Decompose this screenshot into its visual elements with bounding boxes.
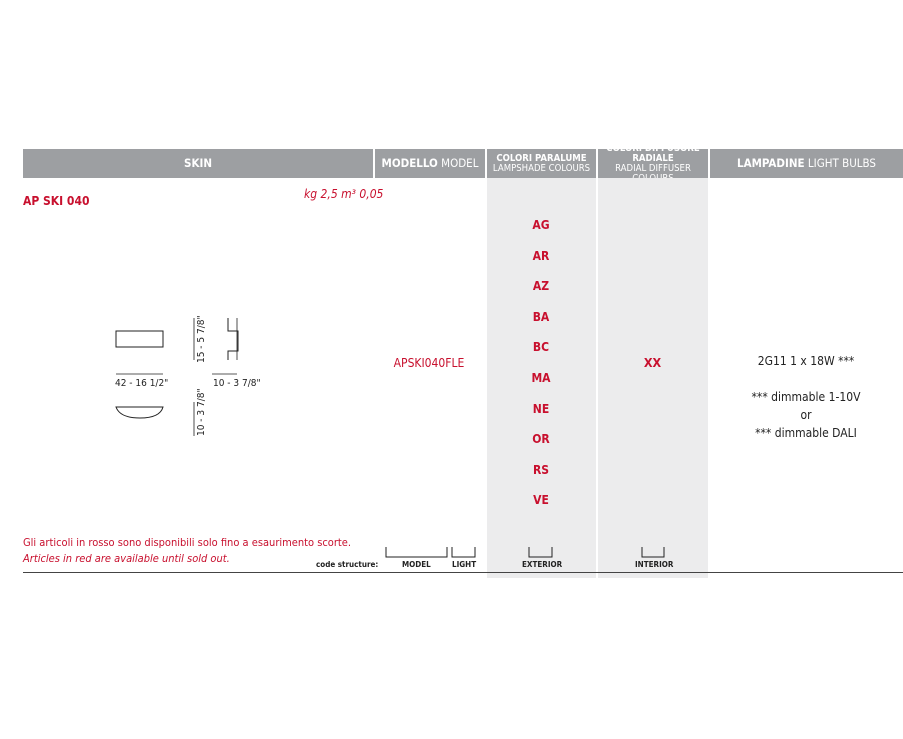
header-modello-bold: MODELLO (381, 155, 438, 170)
header-colori-line2: LAMPSHADE COLOURS (492, 162, 591, 174)
header-diffusore-line1: COLORI DIFFUSORE RADIALE (606, 142, 700, 164)
dimmable-option-2: *** dimmable DALI (755, 426, 857, 440)
colour-code: AZ (532, 279, 550, 294)
dimension-side-height: 10 - 3 7/8" (196, 388, 207, 436)
header-skin-label: SKIN (184, 155, 212, 170)
product-weight: kg 2,5 m³ 0,05 (304, 187, 384, 201)
note-italian: Gli articoli in rosso sono disponibili solo fino a esaurimento scorte. (23, 536, 352, 549)
dimension-height: 15 - 5 7/8" (196, 315, 207, 363)
code-structure-interior: INTERIOR (635, 560, 674, 569)
header-lampadine (710, 149, 903, 178)
colour-code: BA (532, 309, 550, 324)
colour-code: OR (532, 432, 550, 447)
dimension-depth: 10 - 3 7/8" (213, 378, 261, 389)
header-modello (375, 149, 485, 178)
code-structure-model: MODEL (402, 560, 431, 569)
code-structure-exterior: EXTERIOR (522, 560, 563, 569)
colour-code: RS (532, 462, 550, 477)
or-text: or (800, 408, 812, 422)
header-colori-paralume (487, 149, 596, 178)
header-colori-line1: COLORI PARALUME (496, 152, 587, 164)
colour-code: BC (532, 340, 550, 355)
colour-code: VE (533, 493, 549, 508)
note-english: Articles in red are available until sold out. (23, 552, 230, 565)
header-diffusore-line2: RADIAL DIFFUSER (615, 162, 691, 174)
colour-code: NE (532, 401, 550, 416)
header-lampadine-light: LIGHT BULBS (807, 155, 877, 170)
colour-code: AR (532, 248, 550, 263)
bottom-divider (23, 572, 903, 573)
model-code: APSKI040FLE (393, 356, 465, 370)
colour-code: MA (531, 370, 551, 385)
code-structure-light: LIGHT (452, 560, 477, 569)
dimension-width: 42 - 16 1/2" (115, 378, 169, 389)
dimmable-option-1: *** dimmable 1-10V (751, 390, 861, 404)
header-lampadine-bold: LAMPADINE (736, 155, 805, 170)
light-bulbs-info (709, 352, 903, 442)
header-modello-light: MODEL (441, 155, 479, 170)
header-colori-diffusore (598, 142, 708, 178)
header-skin (23, 149, 373, 178)
diffuser-colour-code: XX (643, 355, 662, 370)
code-structure-brackets (380, 545, 680, 561)
diffuser-column-bg (598, 178, 708, 578)
colour-code: AG (532, 218, 550, 232)
product-code: AP SKI 040 (23, 194, 90, 208)
lampshade-colour-list (486, 210, 596, 516)
code-structure-label: code structure: (316, 560, 379, 569)
technical-drawing (100, 310, 280, 440)
bulb-type: 2G11 1 x 18W *** (757, 354, 855, 368)
